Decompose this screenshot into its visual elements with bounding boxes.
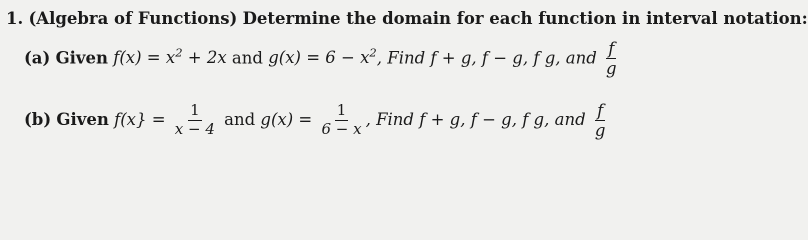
part-b-and2: and: [554, 110, 586, 129]
part-a-label: (a): [24, 48, 51, 68]
problem-title: (Algebra of Functions): [28, 9, 238, 28]
part-a-f-base: x: [165, 48, 176, 68]
part-a-f-name: f(x) =: [113, 48, 166, 68]
part-b-f-denominator: x − 4: [174, 120, 215, 138]
part-b-given: Given: [56, 110, 109, 129]
part-b-quotient-fraction: [593, 102, 608, 140]
part-b-g-fraction: [319, 103, 363, 138]
part-b-label: (b): [24, 110, 52, 129]
problem-instruction: Determine the domain for each function in interval notation:: [242, 9, 808, 28]
part-b-f-numerator: 1: [190, 101, 200, 120]
part-b-quotient-numerator: f: [597, 100, 604, 120]
part-a-g-definition: [268, 45, 377, 68]
part-b-and: and: [224, 110, 256, 129]
part-a-g-base: 6 − x: [325, 48, 370, 68]
part-b-g-numerator: 1: [336, 101, 347, 120]
part-a-find: , Find: [376, 48, 426, 68]
part-b-g-denominator: 6 − x: [321, 120, 362, 138]
part-b-find: , Find: [365, 110, 414, 129]
part-b-quotient-denominator: g: [594, 121, 606, 140]
part-a-quotient-numerator: f: [608, 39, 615, 58]
part-b-f-name: f(x} =: [114, 110, 171, 129]
part-a-and: and: [231, 48, 263, 68]
problem-number: 1.: [6, 9, 24, 28]
part-a-and2: and: [565, 48, 597, 68]
part-a-f-definition: [113, 45, 227, 68]
part-a-given: Given: [55, 48, 109, 68]
part-a-operations: f + g, f − g, f g,: [430, 48, 561, 68]
problem-heading: [6, 9, 808, 28]
part-a-g-name: g(x) =: [268, 48, 326, 68]
part-a-quotient-fraction: [604, 40, 619, 78]
part-a-quotient-denominator: g: [606, 59, 617, 79]
part-b-f-fraction: [173, 103, 217, 138]
part-b-operations: f + g, f − g, f g,: [419, 110, 550, 129]
part-a-g-exponent: 2: [369, 45, 377, 60]
part-a-f-exponent: 2: [175, 45, 183, 60]
part-b: [24, 100, 609, 140]
part-a: [24, 40, 621, 78]
part-b-g-name: g(x) =: [260, 110, 318, 129]
part-a-f-rest: + 2x: [182, 48, 227, 68]
